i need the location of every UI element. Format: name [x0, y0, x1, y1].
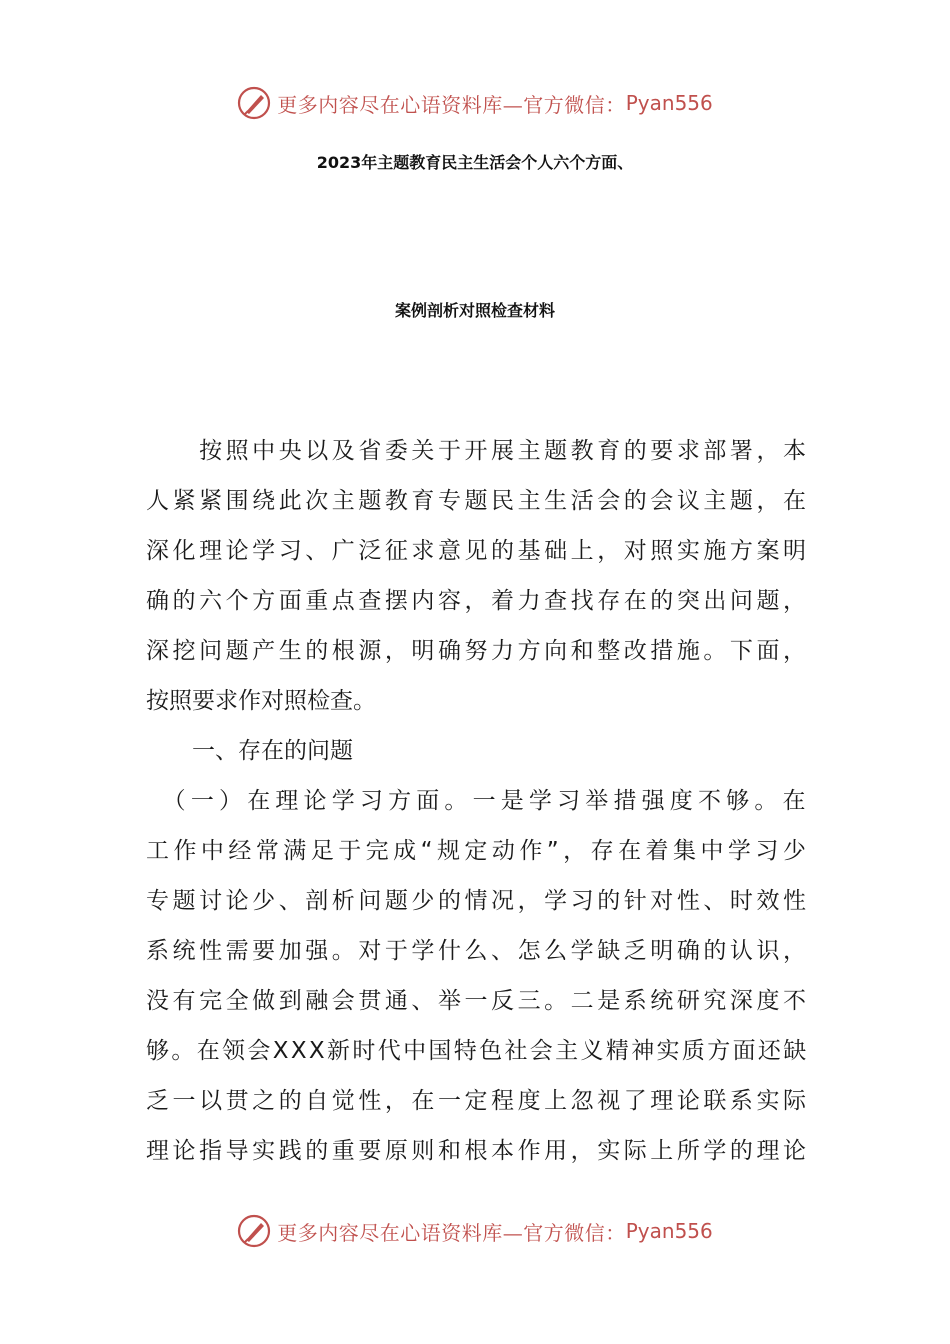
watermark-text: 更多内容尽在心语资料库—官方微信：	[277, 1220, 626, 1245]
body-line: 确的六个方面重点查摆内容，着力查找存在的突出问题，	[146, 588, 810, 614]
watermark-footer	[0, 1211, 950, 1251]
body-line: 没有完全做到融会贯通、举一反三。二是系统研究深度不	[146, 988, 810, 1014]
body-line: 系统性需要加强。对于学什么、怎么学缺乏明确的认识，	[146, 938, 810, 964]
watermark-wechat-id: Pyan556	[625, 1219, 713, 1243]
body-line: 理论指导实践的重要原则和根本作用，实际上所学的理论	[146, 1138, 810, 1164]
body-line: 人紧紧围绕此次主题教育专题民主生活会的会议主题，在	[146, 488, 810, 514]
section-heading: 一、存在的问题	[146, 738, 353, 764]
watermark-wechat-id: Pyan556	[625, 91, 713, 115]
body-line: 工作中经常满足于完成“规定动作”，存在着集中学习少	[146, 838, 811, 864]
body-line: 按照要求作对照检查。	[146, 688, 376, 714]
quill-logo-icon	[237, 86, 271, 120]
body-line: 深化理论学习、广泛征求意见的基础上，对照实施方案明	[146, 538, 810, 564]
watermark-header	[0, 83, 950, 123]
document-title-line-2: 案例剖析对照检查材料	[394, 301, 555, 320]
body-line: 专题讨论少、剖析问题少的情况，学习的针对性、时效性	[146, 888, 810, 914]
document-title-line-1: 2023年主题教育民主生活会个人六个方面、	[316, 153, 634, 172]
body-line: 按照中央以及省委关于开展主题教育的要求部署，本	[146, 438, 810, 464]
quill-logo-icon	[237, 1214, 271, 1248]
body-line: （一）在理论学习方面。一是学习举措强度不够。在	[146, 788, 811, 814]
body-line: 乏一以贯之的自觉性，在一定程度上忽视了理论联系实际	[146, 1088, 810, 1114]
body-line: 够。在领会XXX新时代中国特色社会主义精神实质方面还缺	[146, 1038, 809, 1064]
watermark-text: 更多内容尽在心语资料库—官方微信：	[277, 92, 626, 117]
body-line: 深挖问题产生的根源，明确努力方向和整改措施。下面，	[146, 638, 810, 664]
